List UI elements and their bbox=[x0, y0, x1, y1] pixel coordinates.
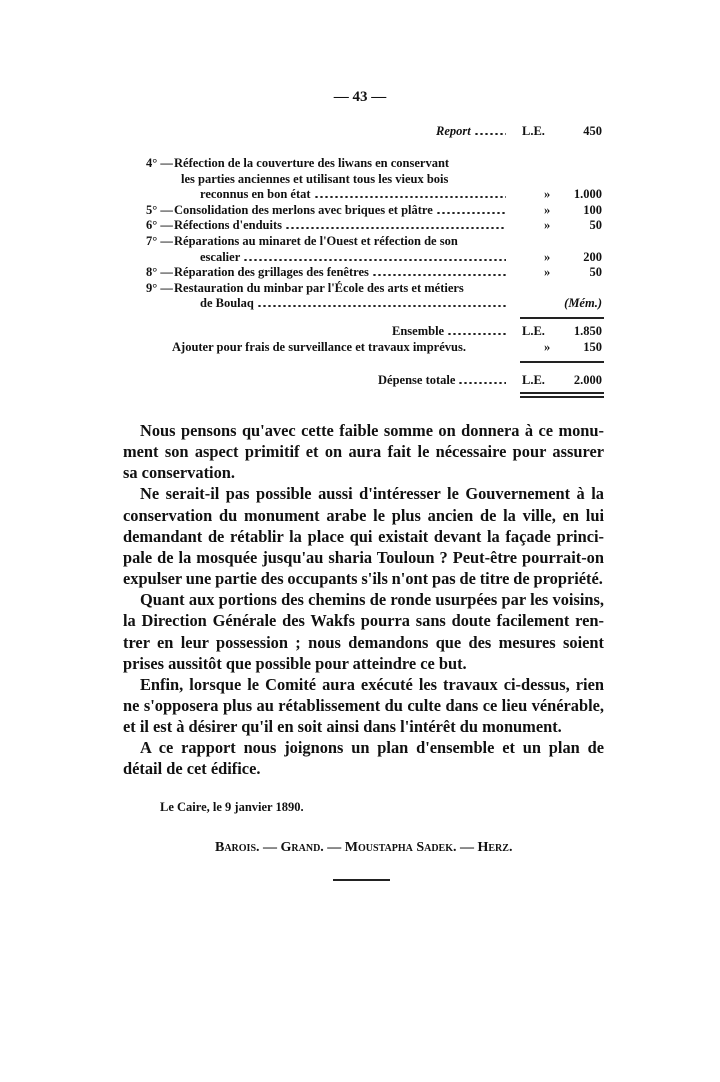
amount: 50 bbox=[589, 265, 602, 280]
item-text: Restauration du minbar par l'École des arts et métiers bbox=[174, 280, 464, 295]
item-number: 5° — bbox=[146, 202, 173, 217]
item-description bbox=[200, 186, 508, 202]
item-text: Réparations au minaret de l'Ouest et réfection de son bbox=[174, 234, 458, 248]
body-line: prises aussitôt que possible pour atteindre ce but. bbox=[123, 653, 467, 673]
body-line: Enfin, lorsque le Comité aura exécuté les travaux ci-dessus, rien bbox=[140, 674, 604, 694]
item-number: 8° — bbox=[146, 265, 173, 280]
double-rule-bottom bbox=[520, 396, 604, 398]
item-text: Dépense totale bbox=[378, 373, 456, 387]
body-line: pale de la mosquée jusqu'au sharia Touloun ? Peut-être pourrait-on bbox=[123, 547, 604, 567]
item-text: Consolidation des merlons avec briques et plâtre bbox=[174, 202, 433, 217]
item-text: Ensemble bbox=[392, 324, 445, 338]
item-description bbox=[436, 123, 508, 139]
dot-leader bbox=[458, 382, 506, 384]
dot-leader bbox=[285, 227, 506, 229]
item-description bbox=[181, 171, 508, 187]
item-description bbox=[174, 264, 508, 280]
ditto-mark: » bbox=[544, 249, 551, 264]
date-line: Le Caire, le 9 janvier 1890. bbox=[160, 800, 304, 814]
table-row bbox=[0, 171, 720, 187]
amount: (Mém.) bbox=[564, 296, 602, 311]
table-row bbox=[0, 233, 720, 249]
item-description bbox=[174, 217, 508, 233]
item-text: les parties anciennes et utilisant tous les vieux bois bbox=[181, 171, 449, 186]
body-line: ne s'opposera plus au rétablissement du culte dans ce lieu vénérable, bbox=[123, 695, 604, 715]
item-text: escalier bbox=[200, 249, 241, 264]
dot-leader bbox=[474, 133, 506, 135]
table-row bbox=[0, 217, 720, 233]
amount: 1.000 bbox=[573, 187, 602, 202]
ditto-mark: » bbox=[544, 202, 551, 217]
total-rule bbox=[520, 361, 604, 363]
amount: 2.000 bbox=[573, 373, 602, 387]
item-description bbox=[174, 233, 508, 249]
double-rule-top bbox=[520, 392, 604, 394]
ditto-mark: » bbox=[544, 265, 551, 280]
page-number: — 43 — bbox=[333, 89, 387, 105]
table-row bbox=[0, 339, 720, 355]
item-text: reconnus en bon état bbox=[200, 187, 311, 202]
dot-leader bbox=[243, 259, 506, 261]
body-line: sa conservation. bbox=[123, 463, 235, 483]
body-line: détail de cet édifice. bbox=[123, 759, 261, 779]
body-line: Nous pensons qu'avec cette faible somme on donnera à ce monu- bbox=[140, 421, 604, 440]
currency-unit: L.E. bbox=[522, 324, 545, 338]
body-line: ment son aspect primitif et on aura fait le nécessaire pour assurer bbox=[123, 442, 604, 462]
body-line: A ce rapport nous joignons un plan d'ensemble et un plan de bbox=[140, 738, 604, 758]
table-row bbox=[0, 249, 720, 265]
dot-leader bbox=[372, 274, 506, 276]
amount: 100 bbox=[583, 202, 602, 217]
amount: 200 bbox=[583, 249, 602, 264]
table-row bbox=[0, 295, 720, 311]
item-description bbox=[200, 249, 508, 265]
item-text: Réfection de la couverture des liwans en conservant bbox=[174, 156, 450, 170]
item-text: de Boulaq bbox=[200, 296, 254, 311]
item-text: Report bbox=[436, 124, 471, 138]
item-description bbox=[172, 339, 508, 355]
table-row bbox=[0, 323, 720, 339]
body-line: Quant aux portions des chemins de ronde usurpées par les voisins, bbox=[140, 590, 604, 610]
table-row bbox=[0, 186, 720, 202]
body-line: conservation du monument arabe le plus ancien de la ville, en lui bbox=[123, 505, 604, 525]
dot-leader bbox=[436, 212, 506, 214]
table-row bbox=[0, 372, 720, 388]
table-row bbox=[0, 280, 720, 296]
table-row bbox=[0, 155, 720, 171]
item-description bbox=[200, 295, 508, 311]
dot-leader bbox=[314, 196, 506, 198]
currency-unit: L.E. bbox=[522, 373, 545, 387]
signatures: Barois. — Grand. — Moustapha Sadek. — Herz. bbox=[215, 840, 513, 855]
amount: 1.850 bbox=[573, 324, 602, 338]
item-description bbox=[174, 280, 508, 296]
currency-unit: L.E. bbox=[522, 124, 545, 138]
table-row bbox=[0, 123, 720, 139]
item-description bbox=[174, 155, 508, 171]
item-text: Réfections d'enduits bbox=[174, 218, 282, 233]
item-description bbox=[392, 323, 508, 339]
item-description bbox=[378, 372, 508, 388]
item-text: Ajouter pour frais de surveillance et travaux imprévus. bbox=[172, 340, 466, 354]
end-rule bbox=[333, 879, 390, 881]
ditto-mark: » bbox=[544, 187, 551, 202]
body-line: trer en leur possession ; nous demandons que des mesures soient bbox=[123, 632, 604, 652]
subtotal-rule bbox=[520, 317, 604, 319]
ditto-mark: » bbox=[544, 218, 551, 233]
amount: 450 bbox=[583, 124, 602, 138]
body-line: la Direction Générale des Wakfs pourra sans doute facilement ren- bbox=[123, 611, 604, 631]
item-description bbox=[174, 202, 508, 218]
table-row bbox=[0, 202, 720, 218]
dot-leader bbox=[447, 333, 506, 335]
body-line: demandant de rétablir la place qui existait devant la façade princi- bbox=[123, 526, 604, 546]
amount: 150 bbox=[583, 340, 602, 354]
amount: 50 bbox=[589, 218, 602, 233]
item-text: Réparation des grillages des fenêtres bbox=[174, 265, 369, 280]
item-number: 9° — bbox=[146, 280, 173, 295]
item-number: 7° — bbox=[146, 234, 173, 248]
body-line: Ne serait-il pas possible aussi d'intéresser le Gouvernement à la bbox=[140, 484, 604, 504]
ditto-mark: » bbox=[544, 340, 551, 354]
dot-leader bbox=[257, 305, 506, 307]
item-number: 4° — bbox=[146, 156, 173, 170]
body-line: expulser une partie des occupants s'ils n'ont pas de titre de propriété. bbox=[123, 569, 603, 589]
table-row bbox=[0, 264, 720, 280]
body-line: et il est à désirer qu'il en soit ainsi dans l'intérêt du monument. bbox=[123, 717, 562, 737]
item-number: 6° — bbox=[146, 218, 173, 233]
